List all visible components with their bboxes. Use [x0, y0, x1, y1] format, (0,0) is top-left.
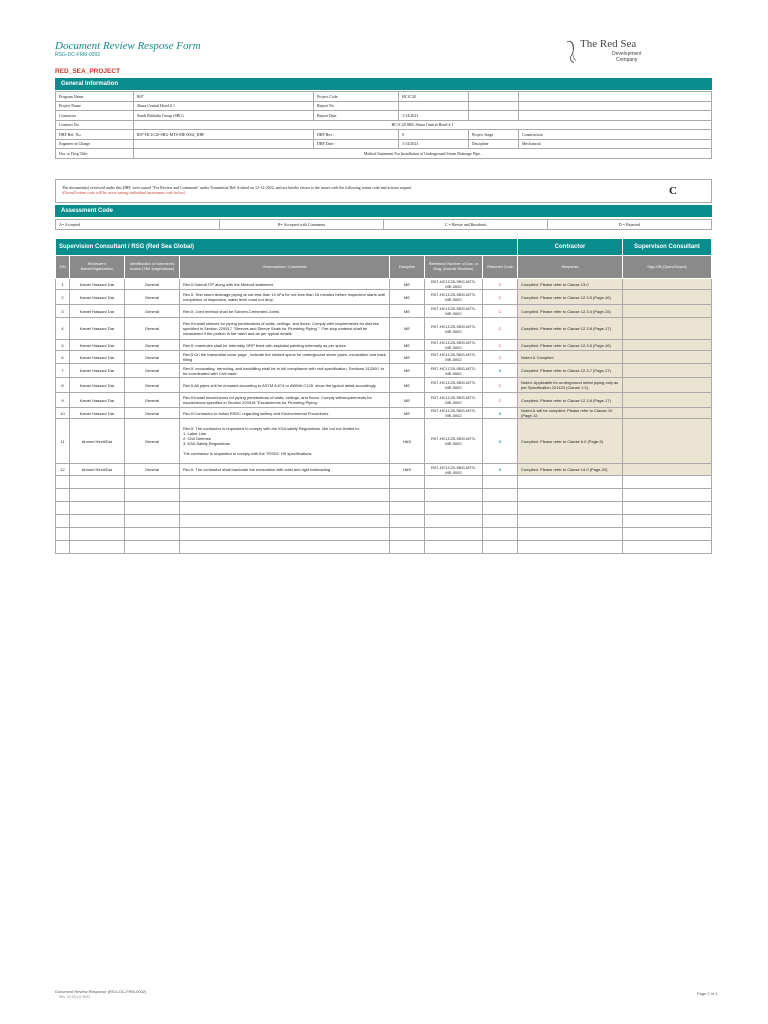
cell-signoff — [623, 419, 712, 464]
general-info-cell: Discipline — [469, 139, 519, 149]
empty-cell — [425, 541, 483, 554]
cell-disc: ME — [390, 279, 425, 290]
cell-code: C — [483, 290, 518, 305]
cell-reviewer: Kamel Hassan/ Dar — [70, 364, 125, 378]
cell-disc: ME — [390, 340, 425, 351]
general-info-cell — [134, 139, 314, 149]
cell-comment: Rev.0:Contractor to follow RSDC regarding saftery and Environmental Procedures — [180, 408, 390, 419]
cell-ref: R07-HC1C20-SBG-MTS-ME-0002 — [425, 279, 483, 290]
column-header: Reference Number of Doc. or Dwg. (include Revision) — [425, 256, 483, 279]
general-info-cell — [519, 111, 712, 121]
empty-cell — [518, 528, 623, 541]
empty-cell — [425, 502, 483, 515]
empty-cell — [425, 515, 483, 528]
cell-comment: Rev.0: Test storm drainage piping at not less than 10 kPa for not less than 15 minutes before inspection starts until completion of inspection, water level must not drop. — [180, 290, 390, 305]
general-info-cell — [399, 101, 469, 111]
empty-cell — [623, 489, 712, 502]
cell-response: Noted & will be complied. Please refer to Clause-10 (Page-12 — [518, 408, 623, 419]
empty-cell — [180, 515, 390, 528]
table-row — [56, 419, 712, 464]
cell-source: General — [125, 340, 180, 351]
assessment-code-header: Assessment Code — [55, 205, 712, 217]
empty-cell — [518, 515, 623, 528]
empty-cell — [125, 476, 180, 489]
code-a: A= Accepted — [56, 220, 220, 230]
empty-cell — [70, 489, 125, 502]
general-info-row — [56, 130, 712, 140]
cell-signoff — [623, 464, 712, 476]
rating-text — [62, 185, 411, 195]
cell-disc: ME — [390, 318, 425, 340]
general-info-row — [56, 101, 712, 111]
consultant-header: Supervison Consultant — [623, 239, 712, 256]
cell-ref: R07-HC1C20-SBG-MTS-ME-0002 — [425, 351, 483, 364]
table-row — [56, 464, 712, 476]
doc-title-value: Method Statement For Installation of Underground Storm Drainage Pipe. — [134, 149, 712, 159]
cell-comment: Rev.0: The contractor shall barricade the excavation with solid and rigid barricading — [180, 464, 390, 476]
rating-note: (Overall return code will be worst among individual assessment code below) — [62, 190, 185, 195]
cell-ref: R07-HC1C20-SBG-MTS-ME-0002 — [425, 290, 483, 305]
cell-reviewer: Kamel Hassan/ Dar — [70, 393, 125, 408]
logo-subtitle — [612, 51, 641, 63]
cell-code: B — [483, 464, 518, 476]
column-header: Reviewer's Name/Organization — [70, 256, 125, 279]
cell-source: General — [125, 318, 180, 340]
cell-comment: Rev.0:Install sleeves for piping penetrations of walls, ceilings, and floors. Comply with requirements for sleeves specified in Section 220517 "Sleeves and Sleeve Seals for Plumbing Piping.". Fire stop material shall be considered if the portion is fire rated and as per typical details — [180, 318, 390, 340]
cell-response: Noted. Applicable for underground metal piping only as per Specification 221423 (Clause 1.2). — [518, 378, 623, 393]
general-info-cell: DRF Date : — [314, 139, 399, 149]
table-row — [56, 351, 712, 364]
table-row — [56, 340, 712, 351]
cell-ref: R07-HC1C20-SBG-MTS-ME-0002 — [425, 393, 483, 408]
table-row — [56, 378, 712, 393]
cell-disc: H&S — [390, 419, 425, 464]
empty-cell — [390, 528, 425, 541]
empty-row — [56, 489, 712, 502]
empty-cell — [390, 489, 425, 502]
empty-cell — [483, 541, 518, 554]
general-info-header: General Information — [55, 78, 712, 90]
empty-cell — [56, 515, 70, 528]
empty-cell — [125, 502, 180, 515]
cell-reviewer: Kamel Hassan/ Dar — [70, 351, 125, 364]
cell-reviewer: Ahmed Hindi/Dar — [70, 464, 125, 476]
general-info-cell: Saudi Binladin Group (SBG) — [134, 111, 314, 121]
empty-row — [56, 541, 712, 554]
empty-row — [56, 476, 712, 489]
cell-source: General — [125, 419, 180, 464]
cell-comment: Rev.0:All pipes shll be encased according to ASTM A 674 or AWWA C105. show the typical detail accordingly. — [180, 378, 390, 393]
cell-ref: R07-HC1C20-SBG-MTS-ME-0002 — [425, 378, 483, 393]
general-info-cell: Project Code — [314, 92, 399, 102]
cell-signoff — [623, 279, 712, 290]
cell-response: Complied. Please refer to Clause 12.3.6 (Page-16) — [518, 340, 623, 351]
empty-cell — [425, 489, 483, 502]
empty-cell — [623, 541, 712, 554]
cell-ref: R07-HC1C20-SBG-MTS-ME-0002 — [425, 305, 483, 318]
cell-response: Complied. Please refer to Clause 12.3.7 (Page-17) — [518, 364, 623, 378]
cell-sn: 11 — [56, 419, 70, 464]
general-info-cell: Construction — [519, 130, 712, 140]
empty-cell — [180, 502, 390, 515]
empty-cell — [518, 489, 623, 502]
cell-response: Noted & Complied — [518, 351, 623, 364]
cell-disc: ME — [390, 364, 425, 378]
table-row — [56, 318, 712, 340]
cell-sn: 9 — [56, 393, 70, 408]
empty-cell — [125, 489, 180, 502]
cell-code: B — [483, 364, 518, 378]
empty-cell — [180, 489, 390, 502]
cell-comment: Rev.0: Joint method shall be Solvent-Cemented Joints — [180, 305, 390, 318]
cell-disc: ME — [390, 351, 425, 364]
code-b: B= Accepted with Comments — [220, 220, 384, 230]
cell-source: General — [125, 351, 180, 364]
form-title: Document Review Respose Form — [55, 40, 201, 52]
cell-comment: Rev.0: manholes shall be Internally GRP lined with asphalat painting externally as per specs — [180, 340, 390, 351]
cell-code: C — [483, 378, 518, 393]
cell-sn: 7 — [56, 364, 70, 378]
table-row — [56, 290, 712, 305]
cell-signoff — [623, 305, 712, 318]
cell-reviewer: Ahmed Hindi/Dar — [70, 419, 125, 464]
contract-label: Contract No. — [56, 120, 134, 130]
general-info-table — [55, 91, 712, 159]
general-info-cell: Program Name — [56, 92, 134, 102]
rating-line: The document(s) reviewed under this DRF, were issued "For Review and Comments" under Transmittal Ref: # dated on 12-12-2022, and are hereby return to the issuer with the following return code and actions request — [62, 185, 412, 190]
cell-sn: 6 — [56, 351, 70, 364]
empty-cell — [125, 515, 180, 528]
cell-code: C — [483, 351, 518, 364]
general-info-cell: Report Date — [314, 111, 399, 121]
cell-comment: Rev.0: excavating, trenching, and backfilling shall be in full compliance with civil specification, Sections 312000. to be coordinated with Civil trade — [180, 364, 390, 378]
doc-title-label: Doc or Dwg Title: — [56, 149, 134, 159]
cell-reviewer: Kamel Hassan/ Dar — [70, 290, 125, 305]
cell-code: C — [483, 305, 518, 318]
cell-signoff — [623, 340, 712, 351]
general-info-cell: DRF Rev : — [314, 130, 399, 140]
contract-value: HC1C20 SBG Shura Central Hotel # 1 — [134, 120, 712, 130]
cell-code: C — [483, 318, 518, 340]
cell-reviewer: Kamel Hassan/ Dar — [70, 318, 125, 340]
code-c: C = Revise and Resubmit — [384, 220, 548, 230]
general-info-cell: R07-HC1C20-SBG-MTS-ME-0002_DRF — [134, 130, 314, 140]
empty-cell — [623, 502, 712, 515]
logo-sub-line: Development — [612, 51, 642, 57]
cell-signoff — [623, 290, 712, 305]
general-info-cell: Report No. — [314, 101, 399, 111]
column-header: Response — [518, 256, 623, 279]
column-header: S/N — [56, 256, 70, 279]
cell-sn: 10 — [56, 408, 70, 419]
cell-ref: R07-HC1C20-SBG-MTS-ME-0002 — [425, 408, 483, 419]
empty-cell — [390, 515, 425, 528]
empty-row — [56, 528, 712, 541]
table-row — [56, 305, 712, 318]
cell-reviewer: Kamel Hassan/ Dar — [70, 305, 125, 318]
empty-cell — [70, 515, 125, 528]
cell-source: General — [125, 393, 180, 408]
general-info-cell: 1/14/2023 — [399, 139, 469, 149]
general-info-cell: Shura Central Hotel # 1 — [134, 101, 314, 111]
general-info-row — [56, 139, 712, 149]
cell-signoff — [623, 393, 712, 408]
cell-source: General — [125, 408, 180, 419]
form-code: RSG-DC-FRM-0002 — [55, 52, 101, 58]
column-header: Sign-Off (Open/Closed) — [623, 256, 712, 279]
empty-cell — [483, 515, 518, 528]
cell-sn: 8 — [56, 378, 70, 393]
footer-rev: Rev. 00 01/12/ 2022 — [59, 995, 91, 999]
cell-sn: 3 — [56, 305, 70, 318]
empty-cell — [483, 528, 518, 541]
general-info-cell: Project Name — [56, 101, 134, 111]
empty-cell — [180, 476, 390, 489]
cell-comment: Rev.0:On the transmittal cover page , Indicate the related specs for underground storm pipes, excavation and back filling — [180, 351, 390, 364]
cell-reviewer: Kamel Hassan/ Dar — [70, 340, 125, 351]
general-info-cell — [519, 101, 712, 111]
general-info-cell — [519, 92, 712, 102]
table-row — [56, 364, 712, 378]
empty-cell — [425, 528, 483, 541]
cell-source: General — [125, 378, 180, 393]
cell-disc: ME — [390, 305, 425, 318]
empty-cell — [56, 476, 70, 489]
cell-code: B — [483, 408, 518, 419]
contract-row — [56, 120, 712, 130]
footer-doc: Document Review Response (RSG-DC-FRM-0002) — [55, 989, 147, 994]
empty-cell — [180, 528, 390, 541]
empty-cell — [483, 489, 518, 502]
empty-cell — [56, 541, 70, 554]
cell-disc: H&S — [390, 464, 425, 476]
general-info-cell — [469, 111, 519, 121]
general-info-cell: HC1C20 — [399, 92, 469, 102]
cell-sn: 1 — [56, 279, 70, 290]
column-header: Discipline — [390, 256, 425, 279]
cell-response: Complied. Please refer to Clause 12.3.4 (Page-15) — [518, 305, 623, 318]
general-info-cell: Contractor — [56, 111, 134, 121]
empty-cell — [623, 515, 712, 528]
empty-row — [56, 502, 712, 515]
empty-cell — [623, 476, 712, 489]
general-info-cell: Project Stage — [469, 130, 519, 140]
cell-sn: 12 — [56, 464, 70, 476]
cell-signoff — [623, 318, 712, 340]
review-table — [55, 238, 712, 554]
cell-ref: R07-HC1C20-SBG-MTS-ME-0002 — [425, 340, 483, 351]
cell-response: Complied. Please refer to Clause 12.3.8 (Page-17) — [518, 318, 623, 340]
cell-source: General — [125, 290, 180, 305]
empty-cell — [180, 541, 390, 554]
empty-cell — [425, 476, 483, 489]
empty-cell — [623, 528, 712, 541]
cell-disc: ME — [390, 378, 425, 393]
cell-response: Complied. Please refer to Clause 6.0 (Page-9) — [518, 419, 623, 464]
table-row — [56, 408, 712, 419]
cell-response: Complied. Please refer to Clause 14.0 (Page-20) — [518, 464, 623, 476]
empty-cell — [125, 528, 180, 541]
general-info-cell — [469, 101, 519, 111]
cell-code: C — [483, 279, 518, 290]
cell-source: General — [125, 364, 180, 378]
column-header: Identification of comment's source (Title /page/clause) — [125, 256, 180, 279]
page-number: Page 1 of 1 — [697, 991, 718, 996]
general-info-cell: R07 — [134, 92, 314, 102]
cell-response: Complied. Please refer to Clause 13.0 — [518, 279, 623, 290]
cell-signoff — [623, 378, 712, 393]
empty-cell — [390, 476, 425, 489]
empty-cell — [70, 541, 125, 554]
cell-ref: R07-HC1C20-SBG-MTS-ME-0002 — [425, 419, 483, 464]
empty-cell — [390, 502, 425, 515]
table-row — [56, 279, 712, 290]
cell-disc: ME — [390, 393, 425, 408]
cell-signoff — [623, 351, 712, 364]
empty-cell — [518, 476, 623, 489]
cell-reviewer: Kamel Hassan/ Dar — [70, 378, 125, 393]
cell-sn: 2 — [56, 290, 70, 305]
cell-reviewer: Kamel Hassan/ Dar — [70, 408, 125, 419]
cell-comment: Rev.0: The contractor is requested to comply with the KSA safety Regulations, like but not limited to: 1. Labor Law 2. Civil Defense 3. KSA Safety Regulations The contractor is requested to comply with the TRSDC HS specifications. — [180, 419, 390, 464]
empty-cell — [390, 541, 425, 554]
empty-cell — [56, 528, 70, 541]
cell-signoff — [623, 408, 712, 419]
overall-return-code: C — [669, 185, 677, 197]
cell-comment: Rev.0:Install escutcheons for piping penetrations of walls, ceilings, and floors. Comply withrequirements for escutcheons specified in Section 220518 "Escutcheons for Plumbing Piping. — [180, 393, 390, 408]
empty-cell — [70, 502, 125, 515]
empty-cell — [125, 541, 180, 554]
general-info-cell: Engineer in Charge — [56, 139, 134, 149]
supervision-header: Supervision Consultant / RSG (Red Sea Global) — [56, 239, 518, 256]
general-info-cell: Mechanical — [519, 139, 712, 149]
cell-code: C — [483, 340, 518, 351]
return-code-box — [55, 179, 712, 203]
column-header: Observations / Comments — [180, 256, 390, 279]
general-info-row — [56, 111, 712, 121]
general-info-row — [56, 92, 712, 102]
empty-cell — [70, 528, 125, 541]
general-info-cell: 1/14/2023 — [399, 111, 469, 121]
cell-disc: ME — [390, 290, 425, 305]
table-row — [56, 393, 712, 408]
cell-source: General — [125, 305, 180, 318]
empty-row — [56, 515, 712, 528]
doc-title-row — [56, 149, 712, 159]
logo-sub-line: Company — [616, 57, 638, 63]
cell-ref: R07-HC1C20-SBG-MTS-ME-0002 — [425, 318, 483, 340]
cell-sn: 5 — [56, 340, 70, 351]
general-info-cell — [469, 92, 519, 102]
empty-cell — [56, 489, 70, 502]
cell-code: B — [483, 419, 518, 464]
empty-cell — [70, 476, 125, 489]
cell-disc: ME — [390, 408, 425, 419]
empty-cell — [483, 476, 518, 489]
cell-comment: Rev.0:Submit ITP along with the Method statement — [180, 279, 390, 290]
empty-cell — [56, 502, 70, 515]
cell-source: General — [125, 464, 180, 476]
assessment-codes-table — [55, 219, 712, 230]
cell-response: Complied. Please refer to Clause 12.3.8 (Page-17) — [518, 393, 623, 408]
cell-code: C — [483, 393, 518, 408]
general-info-cell: DRF Ref. No. — [56, 130, 134, 140]
cell-sn: 4 — [56, 318, 70, 340]
cell-source: General — [125, 279, 180, 290]
project-name: RED_SEA_PROJECT — [55, 68, 121, 75]
empty-cell — [483, 502, 518, 515]
empty-cell — [518, 502, 623, 515]
cell-ref: R07-HC1C20-SBG-MTS-ME-0002 — [425, 464, 483, 476]
cell-ref: R07-HC1C20-SBG-MTS-ME-0002 — [425, 364, 483, 378]
code-d: D = Rejected — [548, 220, 712, 230]
cell-response: Complied. Please refer to Clause 12.3.5 (Page-16) — [518, 290, 623, 305]
general-info-cell: 0 — [399, 130, 469, 140]
contractor-header: Contractor — [518, 239, 623, 256]
logo-name: The Red Sea — [580, 38, 637, 50]
column-header: Returned Code — [483, 256, 518, 279]
empty-cell — [518, 541, 623, 554]
cell-reviewer: Kamel Hassan/ Dar — [70, 279, 125, 290]
cell-signoff — [623, 364, 712, 378]
